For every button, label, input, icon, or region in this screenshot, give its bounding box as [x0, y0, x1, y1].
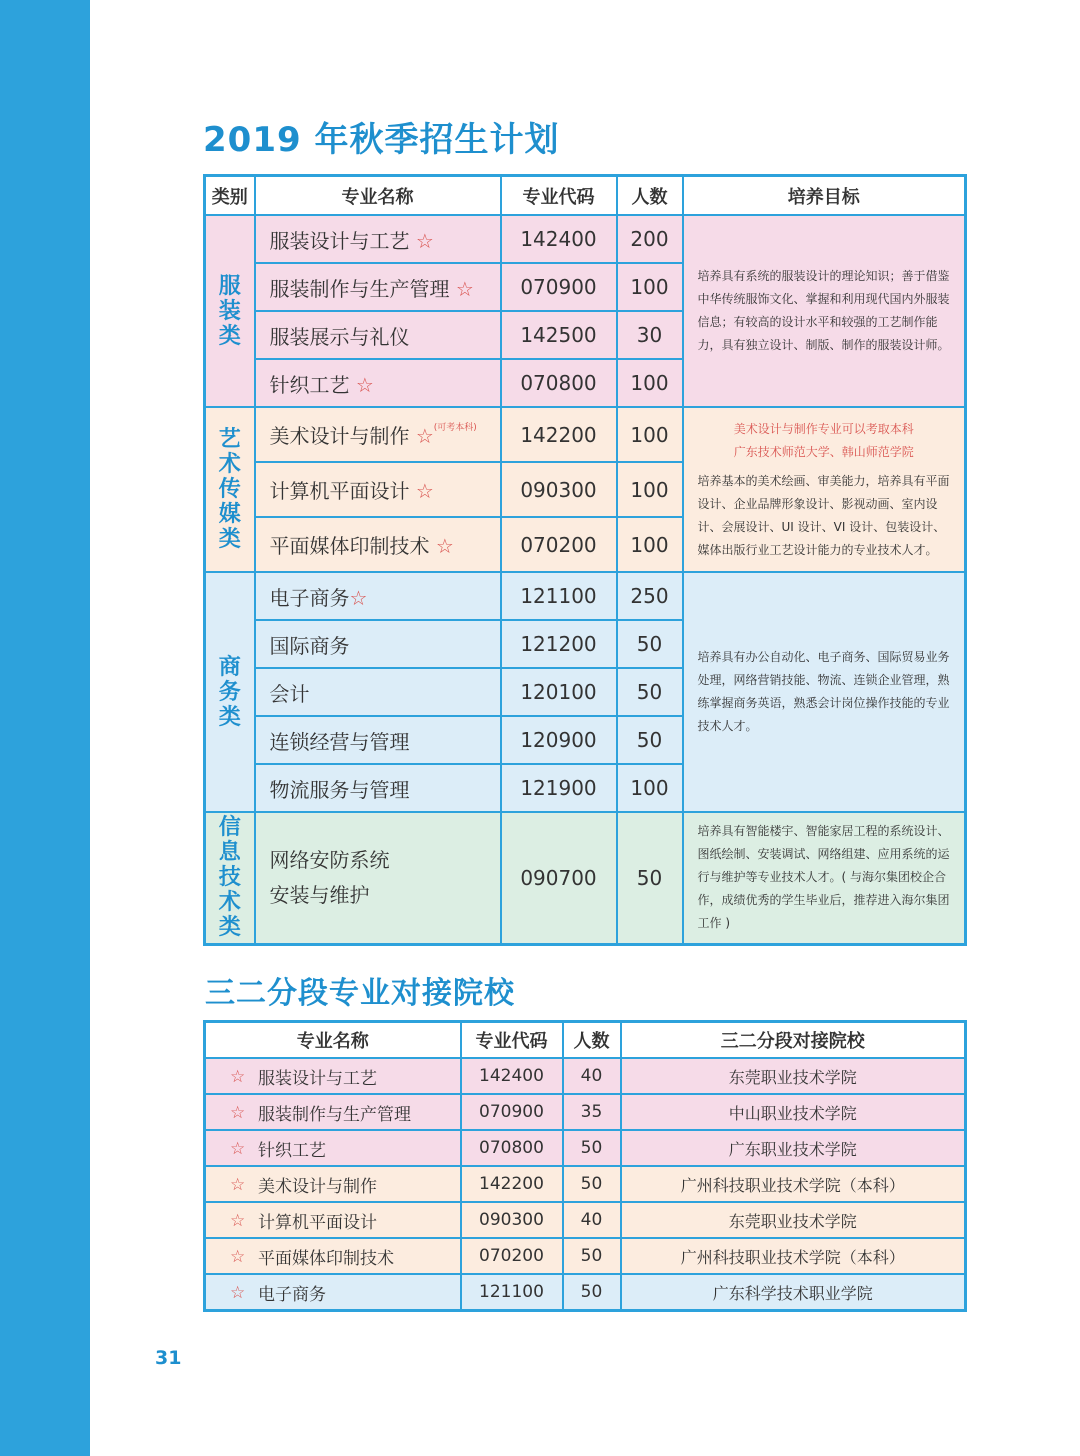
star-icon: ☆	[230, 1247, 246, 1267]
major-name: 计算机平面设计 ☆	[255, 462, 501, 517]
major-code: 070200	[501, 517, 617, 572]
page-title: 2019 年秋季招生计划	[203, 120, 560, 160]
major-name: 会计	[255, 668, 501, 716]
header-major-name: 专业名称	[205, 1022, 461, 1059]
major-code: 070200	[461, 1238, 563, 1274]
major-code: 120900	[501, 716, 617, 764]
major-code: 142400	[461, 1058, 563, 1094]
star-icon: ☆	[435, 534, 454, 558]
major-code: 121100	[501, 572, 617, 620]
enroll-count: 30	[617, 311, 683, 359]
partner-school: 东莞职业技术学院	[621, 1058, 966, 1094]
major-name: 网络安防系统 安装与维护	[255, 812, 501, 944]
major-name: 针织工艺 ☆	[255, 359, 501, 407]
header-major-code: 专业代码	[501, 176, 617, 216]
enrollment-plan-table	[203, 174, 967, 946]
major-name: 平面媒体印制技术 ☆	[255, 517, 501, 572]
enroll-count: 50	[563, 1238, 621, 1274]
star-icon: ☆	[355, 372, 374, 397]
table-row	[205, 812, 966, 944]
partner-school: 广州科技职业技术学院（本科）	[621, 1166, 966, 1202]
side-color-bar	[0, 0, 90, 1456]
major-name: ☆ 针织工艺	[205, 1130, 461, 1166]
major-name: ☆ 平面媒体印制技术	[205, 1238, 461, 1274]
major-name: 服装展示与礼仪	[255, 311, 501, 359]
section-title: 三二分段专业对接院校	[205, 976, 515, 1011]
enroll-count: 50	[617, 668, 683, 716]
enroll-count: 100	[617, 359, 683, 407]
major-name: ☆ 计算机平面设计	[205, 1202, 461, 1238]
enroll-count: 40	[563, 1058, 621, 1094]
star-icon: ☆	[349, 585, 368, 610]
major-name: ☆ 电子商务	[205, 1274, 461, 1311]
header-category: 类别	[205, 176, 255, 216]
goal-text: 培养具有智能楼宇、智能家居工程的系统设计、图纸绘制、安装调试、网络组建、应用系统的运行与维护等专业技术人才。( 与海尔集团校企合作，成绩优秀的学生毕业后，推荐进入海尔集团工作 )	[683, 812, 966, 944]
major-code: 120100	[501, 668, 617, 716]
partner-school: 广州科技职业技术学院（本科）	[621, 1238, 966, 1274]
enroll-count: 50	[617, 812, 683, 944]
star-icon: ☆	[230, 1175, 246, 1195]
goal-cell	[683, 407, 966, 572]
enroll-count: 100	[617, 517, 683, 572]
major-name: ☆ 服装制作与生产管理	[205, 1094, 461, 1130]
category-cell: 商务类	[205, 572, 255, 812]
major-name: 国际商务	[255, 620, 501, 668]
enroll-count: 50	[563, 1130, 621, 1166]
star-icon: ☆	[230, 1103, 246, 1123]
note-label: (可考本科)	[433, 423, 477, 433]
table-header-row	[205, 1022, 966, 1059]
major-name: 物流服务与管理	[255, 764, 501, 812]
enroll-count: 100	[617, 263, 683, 311]
enroll-count: 50	[563, 1166, 621, 1202]
goal-note-2: 广东技术师范大学、韩山师范学院	[733, 444, 914, 459]
table-row	[205, 572, 966, 620]
major-code: 142200	[461, 1166, 563, 1202]
enroll-count: 50	[617, 620, 683, 668]
category-cell: 信息技术类	[205, 812, 255, 944]
table-row	[205, 1094, 966, 1130]
header-count: 人数	[563, 1022, 621, 1059]
major-name: 服装设计与工艺 ☆	[255, 215, 501, 263]
page-number: 31	[155, 1347, 182, 1369]
major-name: 服装制作与生产管理 ☆	[255, 263, 501, 311]
enroll-count: 100	[617, 764, 683, 812]
star-icon: ☆	[230, 1139, 246, 1159]
table-row	[205, 1130, 966, 1166]
major-code: 090300	[501, 462, 617, 517]
table-row	[205, 1058, 966, 1094]
partner-school: 中山职业技术学院	[621, 1094, 966, 1130]
table-row	[205, 1238, 966, 1274]
enroll-count: 100	[617, 407, 683, 462]
header-partner-school: 三二分段对接院校	[621, 1022, 966, 1059]
goal-text: 培养基本的美术绘画、审美能力，培养具有平面设计、企业品牌形象设计、影视动画、室内设计、会展设计、UI 设计、VI 设计、包装设计、媒体出版行业工艺设计能力的专业技术人才。	[697, 473, 950, 557]
major-code: 070900	[461, 1094, 563, 1130]
star-icon: ☆	[230, 1283, 246, 1303]
major-name: 连锁经营与管理	[255, 716, 501, 764]
major-code: 070900	[501, 263, 617, 311]
star-icon: ☆	[230, 1211, 246, 1231]
major-name: ☆ 美术设计与制作	[205, 1166, 461, 1202]
partner-school: 东莞职业技术学院	[621, 1202, 966, 1238]
enroll-count: 35	[563, 1094, 621, 1130]
goal-text: 培养具有系统的服装设计的理论知识；善于借鉴中华传统服饰文化、掌握和利用现代国内外服装信息；有较高的设计水平和较强的工艺制作能力，具有独立设计、制版、制作的服装设计师。	[683, 215, 966, 407]
enroll-count: 100	[617, 462, 683, 517]
header-goal: 培养目标	[683, 176, 966, 216]
header-major-name: 专业名称	[255, 176, 501, 216]
star-icon: ☆	[415, 424, 434, 448]
major-name: 电子商务☆	[255, 572, 501, 620]
major-code: 121900	[501, 764, 617, 812]
category-cell: 艺术传媒类	[205, 407, 255, 572]
partner-school: 广东职业技术学院	[621, 1130, 966, 1166]
goal-note: 美术设计与制作专业可以考取本科	[733, 421, 914, 436]
major-code: 090300	[461, 1202, 563, 1238]
enroll-count: 50	[563, 1274, 621, 1311]
goal-text: 培养具有办公自动化、电子商务、国际贸易业务处理，网络营销技能、物流、连锁企业管理，熟练掌握商务英语，熟悉会计岗位操作技能的专业技术人才。	[683, 572, 966, 812]
enroll-count: 250	[617, 572, 683, 620]
header-major-code: 专业代码	[461, 1022, 563, 1059]
category-cell: 服装类	[205, 215, 255, 407]
partner-school: 广东科学技术职业学院	[621, 1274, 966, 1311]
major-code: 070800	[501, 359, 617, 407]
star-icon: ☆	[415, 228, 434, 253]
table-row	[205, 215, 966, 263]
partner-school-table	[203, 1020, 967, 1312]
major-code: 142400	[501, 215, 617, 263]
major-code: 121100	[461, 1274, 563, 1311]
major-name: 美术设计与制作 ☆$^{(可考本科)}$	[255, 407, 501, 462]
table-header-row	[205, 176, 966, 216]
table-row	[205, 1202, 966, 1238]
major-code: 090700	[501, 812, 617, 944]
star-icon: ☆	[230, 1067, 246, 1087]
star-icon: ☆	[415, 479, 434, 503]
major-code: 142500	[501, 311, 617, 359]
header-count: 人数	[617, 176, 683, 216]
table-row	[205, 407, 966, 462]
enroll-count: 50	[617, 716, 683, 764]
table-row	[205, 1166, 966, 1202]
major-code: 121200	[501, 620, 617, 668]
table-row	[205, 1274, 966, 1311]
major-name: ☆ 服装设计与工艺	[205, 1058, 461, 1094]
major-code: 142200	[501, 407, 617, 462]
enroll-count: 40	[563, 1202, 621, 1238]
major-code: 070800	[461, 1130, 563, 1166]
star-icon: ☆	[455, 276, 474, 301]
enroll-count: 200	[617, 215, 683, 263]
